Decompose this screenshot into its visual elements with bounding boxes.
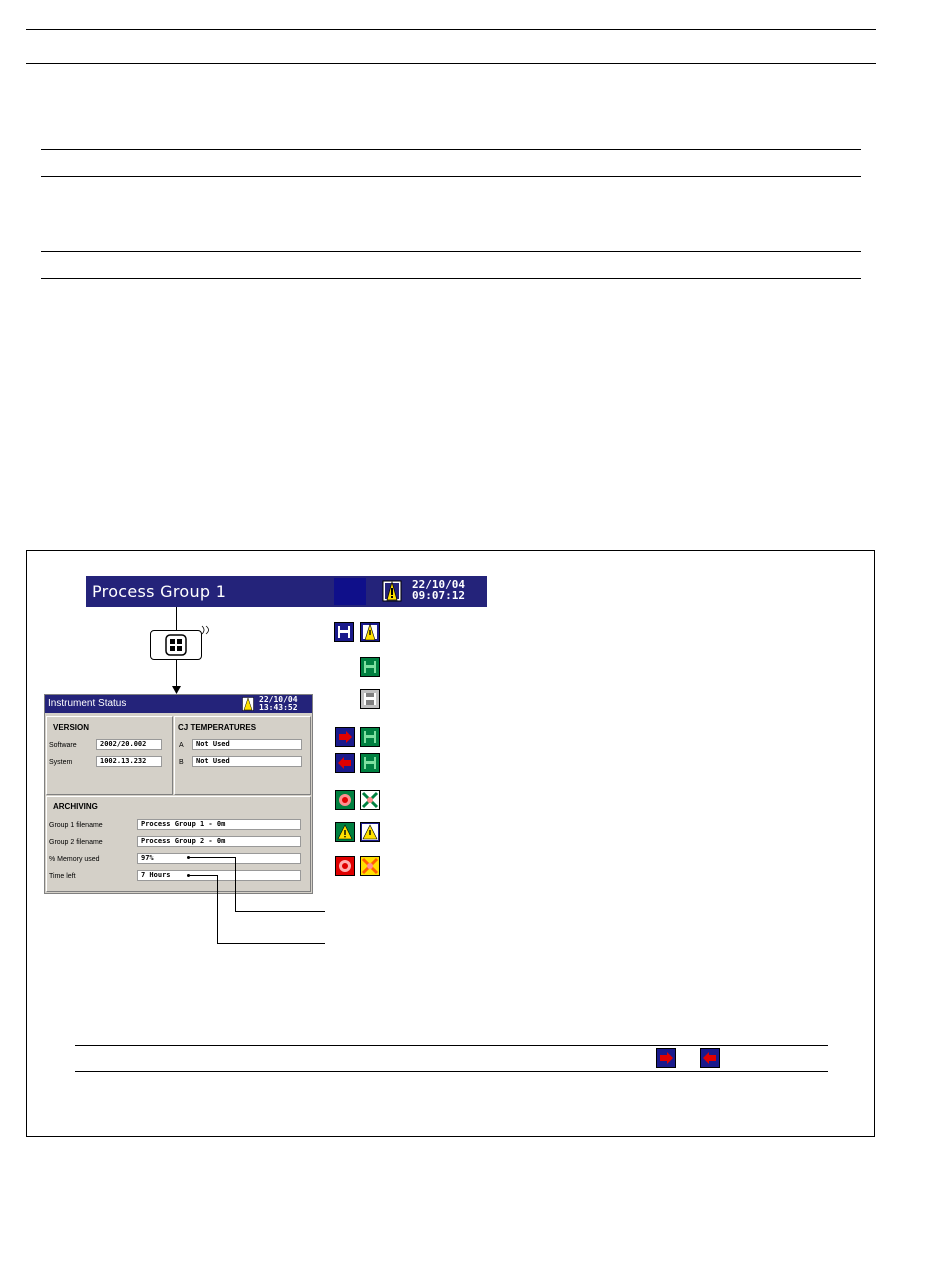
instrument-status-window [44, 694, 313, 894]
status-block [334, 578, 366, 605]
archiving-label: % Memory used [49, 856, 100, 863]
archiving-heading: ARCHIVING [53, 802, 98, 811]
red-flower-icon [335, 856, 355, 876]
arrow-left-icon [335, 753, 355, 773]
instrument-status-titlebar [45, 695, 312, 713]
arrow-line-2 [176, 660, 177, 688]
media-green-icon [360, 727, 380, 747]
menu-key-button[interactable] [150, 630, 202, 660]
media-warning-icon-small [242, 697, 254, 711]
process-group-time: 09:07:12 [412, 589, 465, 602]
callout-line-time-h1 [188, 875, 218, 876]
media-green-icon [360, 657, 380, 677]
media-green-icon [360, 753, 380, 773]
table-rule-3 [41, 251, 861, 252]
header-rule-bottom [26, 63, 876, 64]
media-warning-icon [382, 580, 402, 602]
process-group-datetime [412, 579, 465, 601]
table-rule-4 [41, 278, 861, 279]
memory-used-field: 97% [137, 853, 301, 864]
callout-line-time-h2 [217, 943, 325, 944]
arrow-line-1 [176, 607, 177, 630]
archiving-label: Group 1 filename [49, 822, 103, 829]
system-version-field: 1002.13.232 [96, 756, 162, 767]
cj-label: B [179, 759, 184, 766]
key-press-icon [200, 624, 214, 636]
table-rule-1 [41, 149, 861, 150]
table-rule-2 [41, 176, 861, 177]
process-group-date: 22/10/04 [412, 578, 465, 591]
instrument-status-title: Instrument Status [48, 698, 127, 709]
floppy-disk-icon [334, 622, 354, 642]
time-left-field: 7 Hours [137, 870, 301, 881]
alarm-flower-icon [335, 790, 355, 810]
process-group-titlebar [86, 576, 487, 607]
cj-b-field: Not Used [192, 756, 302, 767]
process-group-title: Process Group 1 [92, 582, 227, 601]
warning-triangle-icon [360, 822, 380, 842]
version-panel [46, 716, 173, 795]
callout-line-memory-v [235, 857, 236, 911]
arrow-left-icon [700, 1048, 720, 1068]
archiving-label: Time left [49, 873, 76, 880]
media-warning-icon [360, 622, 380, 642]
group2-filename-field: Process Group 2 - 0m [137, 836, 301, 847]
header-rule-top [26, 29, 876, 30]
instrument-status-time: 13:43:52 [259, 703, 298, 712]
orange-cross-icon [360, 856, 380, 876]
cj-label: A [179, 742, 184, 749]
alarm-cross-icon [360, 790, 380, 810]
version-label: System [49, 759, 73, 766]
archiving-panel [46, 796, 311, 892]
software-version-field: 2002/20.002 [96, 739, 162, 750]
bottom-rule-2 [75, 1071, 828, 1072]
group1-filename-field: Process Group 1 - 0m [137, 819, 301, 830]
arrow-right-icon [656, 1048, 676, 1068]
instrument-status-date: 22/10/04 [259, 695, 298, 704]
bottom-rule-1 [75, 1045, 828, 1046]
arrow-down-icon [172, 686, 181, 694]
version-label: Software [49, 742, 77, 749]
version-heading: VERSION [53, 723, 90, 732]
arrow-right-icon [335, 727, 355, 747]
instrument-status-datetime [259, 696, 298, 712]
callout-line-memory-h1 [188, 857, 236, 858]
archiving-label: Group 2 filename [49, 839, 103, 846]
callout-line-memory-h2 [235, 911, 325, 912]
cj-temperatures-heading: CJ TEMPERATURES [178, 723, 257, 732]
warning-triangle-icon [335, 822, 355, 842]
callout-line-time-v [217, 875, 218, 944]
media-grey-icon [360, 689, 380, 709]
cj-temperatures-panel [174, 716, 311, 795]
cj-a-field: Not Used [192, 739, 302, 750]
